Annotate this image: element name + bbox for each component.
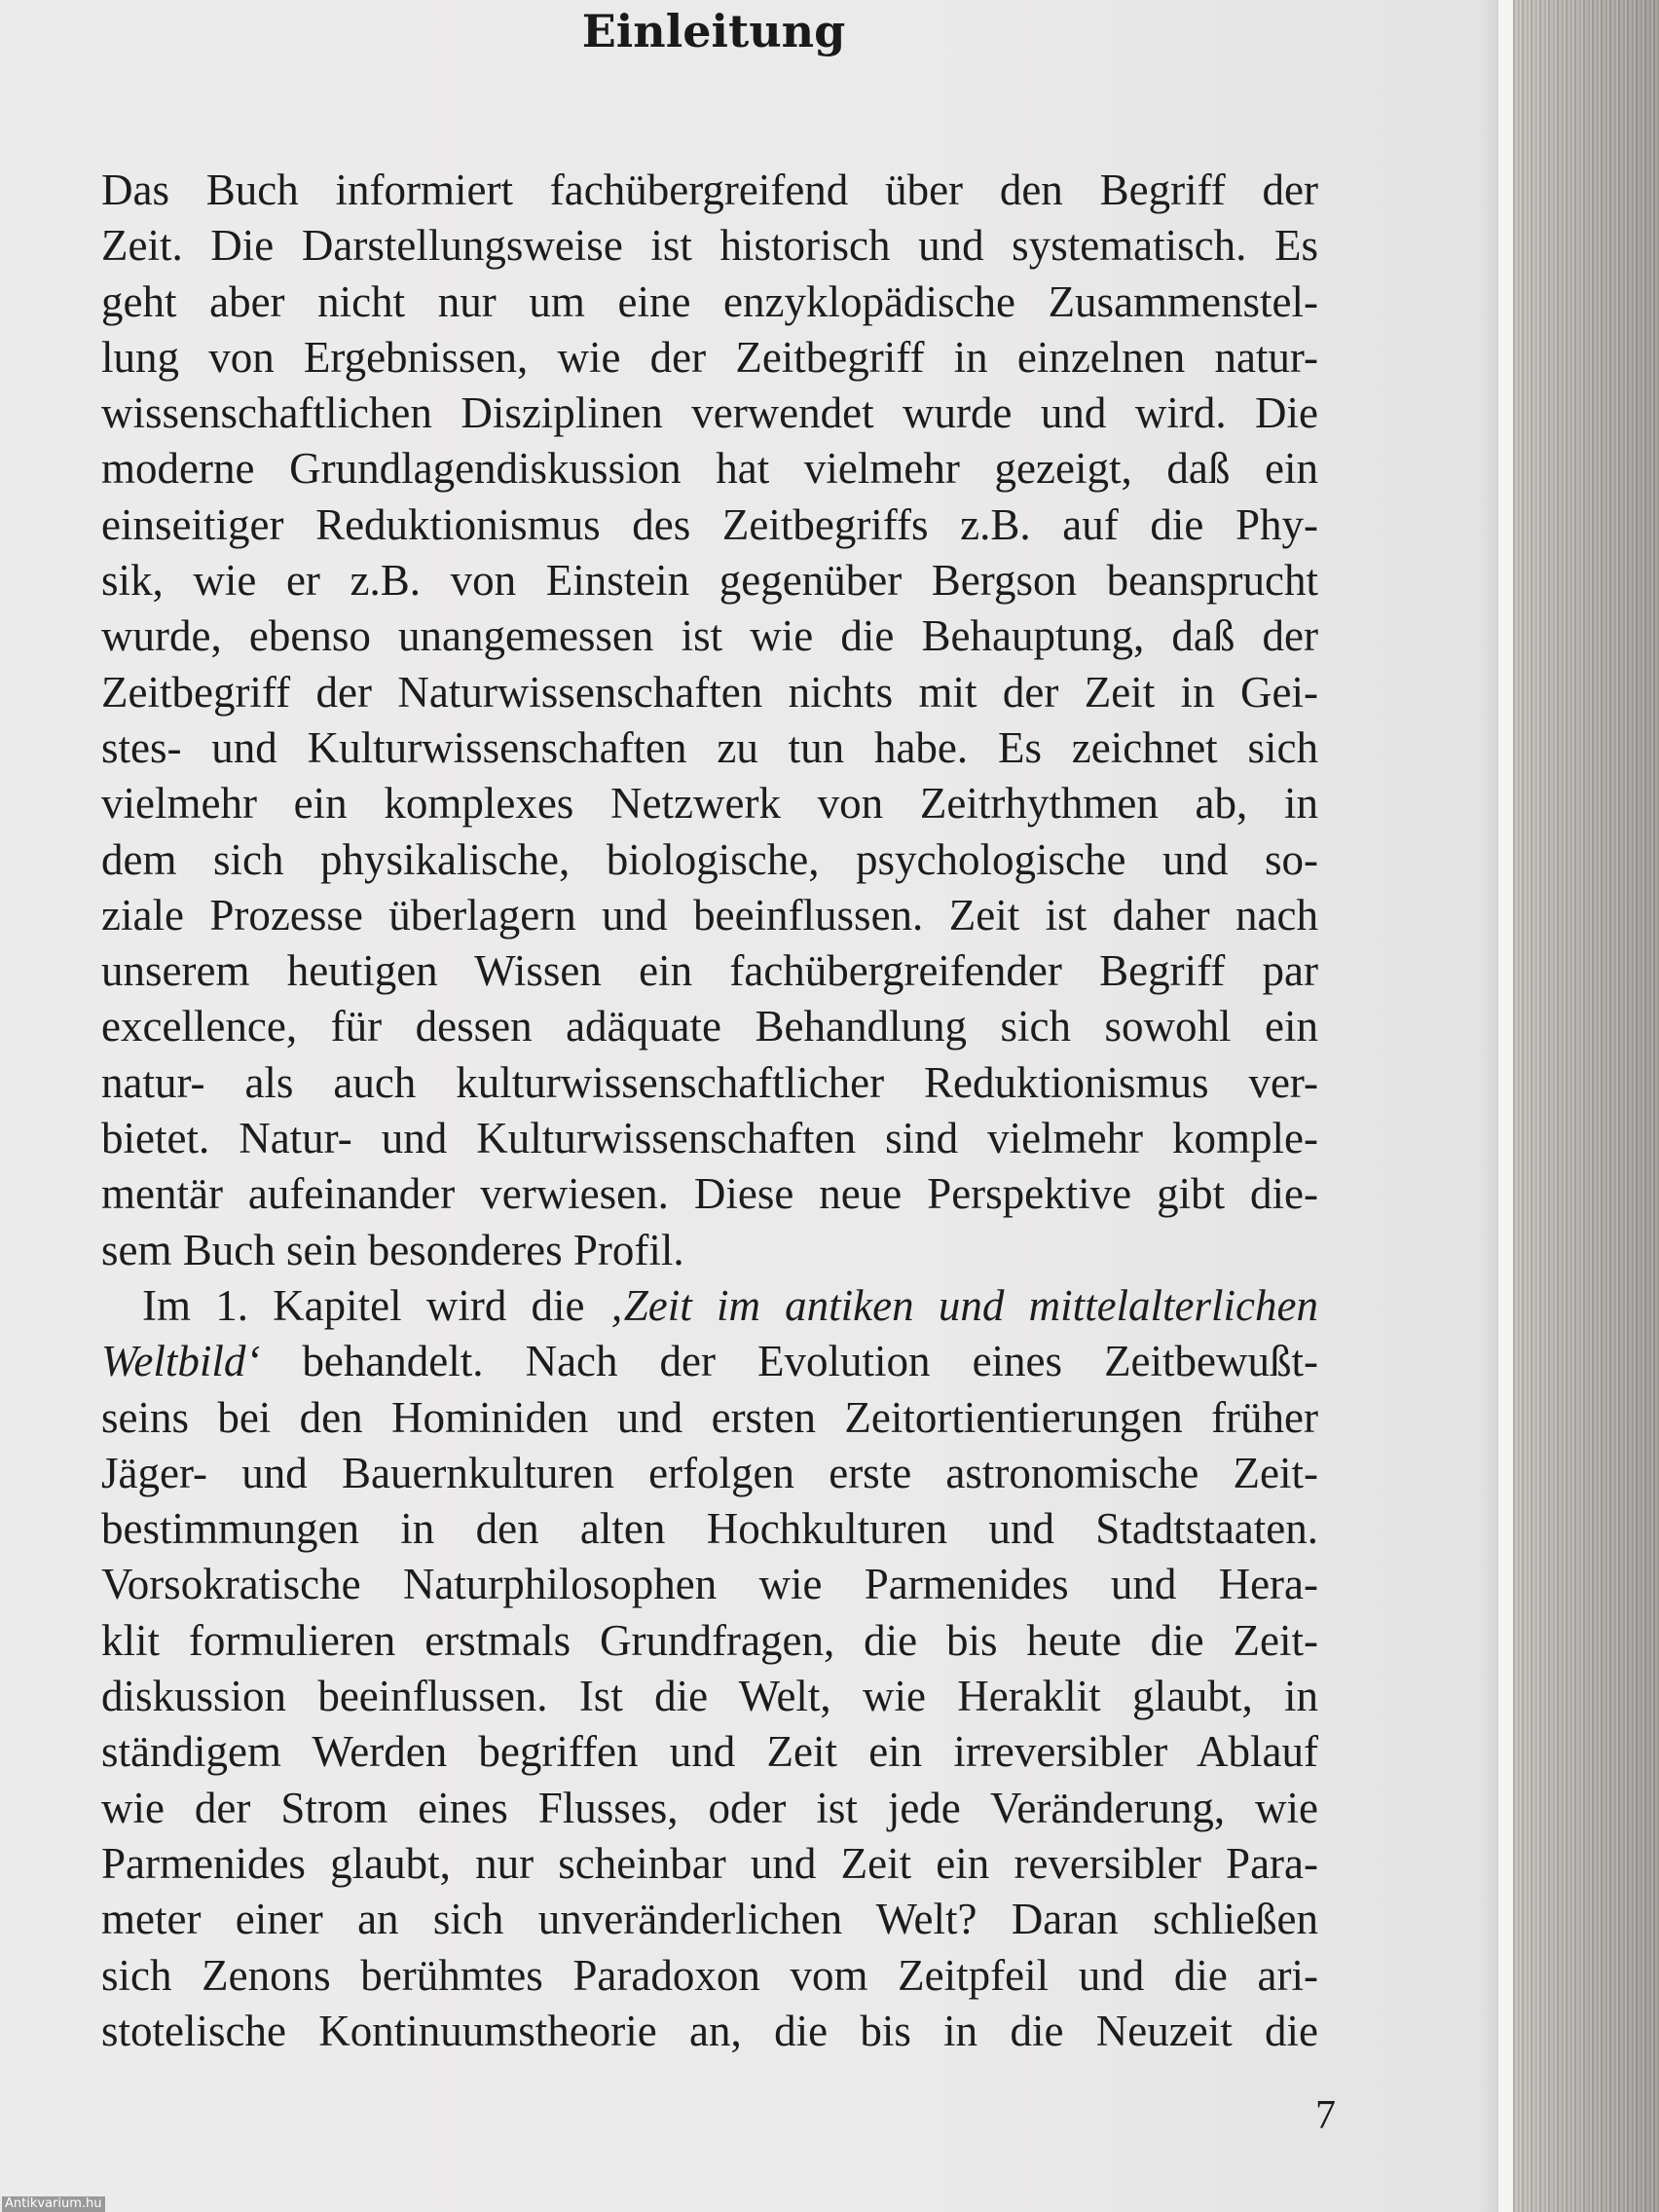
text-line: Vorsokratische Naturphilosophen wie Parmenides und Hera- (101, 1560, 1318, 1609)
text-line: Zeitbegriff der Naturwissenschaften nichts mit der Zeit in Gei- (101, 667, 1318, 717)
page-number: 7 (1315, 2093, 1336, 2138)
body-text (101, 163, 1318, 2059)
text-line: ziale Prozesse überlagern und beeinflussen. Zeit ist daher nach (101, 890, 1318, 940)
text-line (101, 1334, 1318, 1389)
paragraph-2-lines (101, 1390, 1318, 2060)
text-line (101, 1278, 1318, 1334)
text-line: Parmenides glaubt, nur scheinbar und Zeit ein reversibler Para- (101, 1838, 1318, 1888)
text-line: seins bei den Hominiden und ersten Zeitortientierungen früher (101, 1392, 1318, 1442)
paragraph-2 (101, 1278, 1318, 2059)
text-line: sik, wie er z.B. von Einstein gegenüber Bergson beansprucht (101, 556, 1318, 606)
text-line: bietet. Natur- und Kulturwissenschaften sind vielmehr komple- (101, 1114, 1318, 1163)
text-line: dem sich physikalische, biologische, psychologische und so- (101, 834, 1318, 884)
paragraph-1 (101, 163, 1318, 1278)
text-line: diskussion beeinflussen. Ist die Welt, wie Heraklit glaubt, in (101, 1672, 1318, 1721)
text-line: Jäger- und Bauernkulturen erfolgen erste astronomische Zeit- (101, 1448, 1318, 1497)
text-line: meter einer an sich unveränderlichen Welt? Daran schließen (101, 1895, 1318, 1944)
text-line: lung von Ergebnissen, wie der Zeitbegriff in einzelnen natur- (101, 332, 1318, 382)
text-line: natur- als auch kulturwissenschaftlicher Reduktionismus ver- (101, 1057, 1318, 1107)
page-edge (1497, 0, 1514, 2212)
text-line: stes- und Kulturwissenschaften zu tun habe. Es zeichnet sich (101, 722, 1318, 772)
text-line: ständigem Werden begriffen und Zeit ein irreversibler Ablauf (101, 1727, 1318, 1777)
page-stack-shading (1513, 0, 1659, 2212)
text-line: stotelische Kontinuumstheorie an, die bis in die Neuzeit die (101, 2006, 1318, 2055)
text-line: wissenschaftlichen Disziplinen verwendet wurde und wird. Die (101, 388, 1318, 438)
text-line: Zeit. Die Darstellungsweise ist historisch und systematisch. Es (101, 221, 1318, 271)
text-line: vielmehr ein komplexes Netzwerk von Zeitrhythmen ab, in (101, 779, 1318, 829)
page-gutter-shadow (1478, 0, 1497, 2212)
text-line: sich Zenons berühmtes Paradoxon vom Zeitpfeil und die ari- (101, 1950, 1318, 2000)
text-span: behandelt. Nach der Evolution eines Zeitbewußt- (260, 1337, 1318, 1386)
watermark: Antikvarium.hu (2, 2196, 105, 2212)
text-line: geht aber nicht nur um eine enzyklopädische Zusammenstel- (101, 276, 1318, 326)
text-line: einseitiger Reduktionismus des Zeitbegriffs z.B. auf die Phy- (101, 499, 1318, 549)
italic-title: ‚Zeit im antiken und mittelalterlichen (608, 1280, 1318, 1330)
text-line: mentär aufeinander verwiesen. Diese neue Perspektive gibt die- (101, 1169, 1318, 1219)
text-line: unserem heutigen Wissen ein fachübergreifender Begriff par (101, 946, 1318, 996)
text-line: bestimmungen in den alten Hochkulturen und Stadtstaaten. (101, 1504, 1318, 1554)
text-line: sem Buch sein besonderes Profil. (101, 1225, 684, 1274)
text-span: Im 1. Kapitel wird die (142, 1280, 609, 1330)
page-title: Einleitung (581, 5, 846, 57)
text-line: Das Buch informiert fachübergreifend über den Begriff der (101, 166, 1318, 214)
text-line: moderne Grundlagendiskussion hat vielmehr gezeigt, daß ein (101, 444, 1318, 494)
text-line: klit formulieren erstmals Grundfragen, die bis heute die Zeit- (101, 1615, 1318, 1665)
text-line: wie der Strom eines Flusses, oder ist jede Veränderung, wie (101, 1783, 1318, 1832)
text-line: wurde, ebenso unangemessen ist wie die Behauptung, daß der (101, 611, 1318, 661)
text-line: excellence, für dessen adäquate Behandlung sich sowohl ein (101, 1002, 1318, 1051)
italic-title: Weltbild‘ (101, 1337, 261, 1386)
